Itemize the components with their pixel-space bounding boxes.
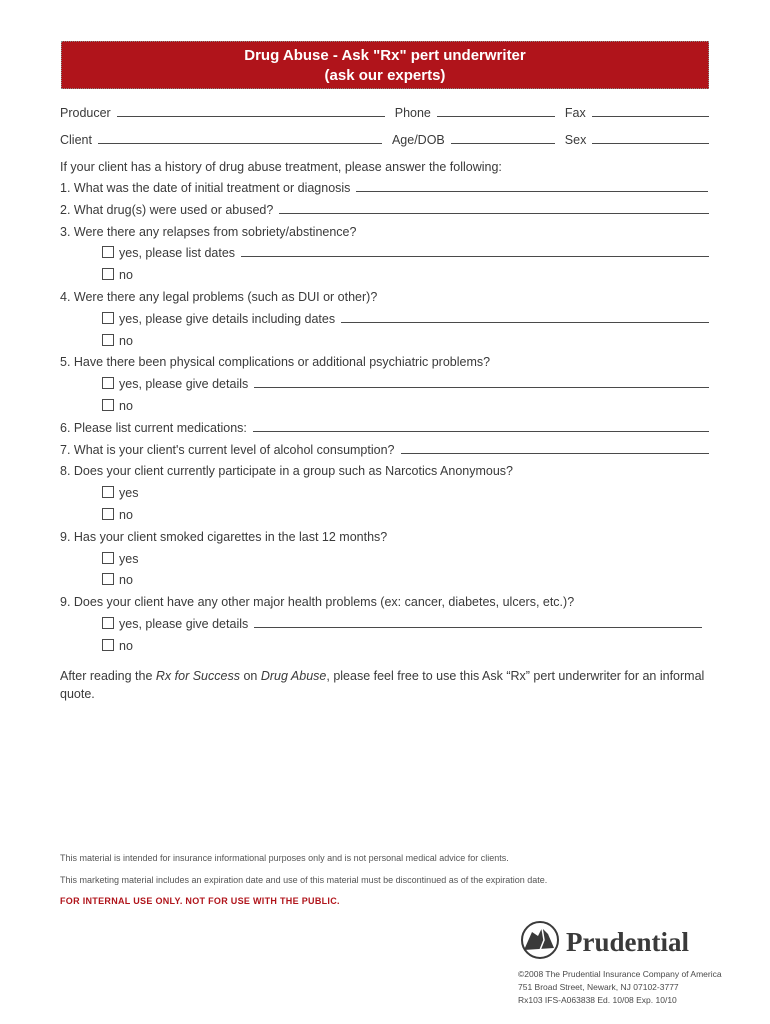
copyright-line: ©2008 The Prudential Insurance Company of America	[518, 969, 722, 979]
internal-use-notice: FOR INTERNAL USE ONLY. NOT FOR USE WITH THE PUBLIC.	[60, 896, 340, 906]
q2-answer-field[interactable]	[279, 213, 709, 214]
sex-field[interactable]	[592, 143, 709, 144]
q5-yes-option: yes, please give details	[102, 375, 709, 391]
disclaimer-1: This material is intended for insurance informational purposes only and is not personal medical advice for clients.	[60, 853, 509, 863]
q5-yes-checkbox[interactable]	[102, 377, 114, 389]
question-6: 6. Please list current medications:	[60, 419, 709, 435]
street-address: 751 Broad Street, Newark, NJ 07102-3777	[518, 982, 679, 992]
q10-no-checkbox[interactable]	[102, 639, 114, 651]
q10-yes-option: yes, please give details	[102, 615, 702, 631]
producer-field[interactable]	[117, 116, 385, 117]
company-address	[518, 968, 722, 1007]
q4-no-option: no	[102, 332, 709, 348]
q8-no-checkbox[interactable]	[102, 508, 114, 520]
q9-no-checkbox[interactable]	[102, 573, 114, 585]
closing-paragraph: After reading the Rx for Success on Drug Abuse, please feel free to use this Ask “Rx” pert underwriter for an informal quote.	[60, 669, 705, 701]
q4-yes-option: yes, please give details including dates	[102, 310, 709, 326]
prudential-logo	[518, 920, 689, 965]
q3-no-checkbox[interactable]	[102, 268, 114, 280]
question-8: 8. Does your client currently participate in a group such as Narcotics Anonymous?	[60, 464, 514, 478]
q10-yes-checkbox[interactable]	[102, 617, 114, 629]
q8-no-option: no	[102, 506, 709, 522]
producer-label: Producer	[60, 106, 111, 120]
rock-icon	[518, 920, 562, 965]
q3-yes-option: yes, please list dates	[102, 244, 709, 260]
client-row	[60, 131, 709, 147]
question-3: 3. Were there any relapses from sobriety/abstinence?	[60, 225, 357, 239]
age-dob-label: Age/DOB	[391, 133, 445, 147]
q3-yes-checkbox[interactable]	[102, 246, 114, 258]
question-10: 9. Does your client have any other major health problems (ex: cancer, diabetes, ulcers, etc.)?	[60, 595, 575, 609]
phone-label: Phone	[394, 106, 431, 120]
q4-yes-checkbox[interactable]	[102, 312, 114, 324]
q1-answer-field[interactable]	[356, 191, 708, 192]
question-1: 1. What was the date of initial treatment or diagnosis	[60, 179, 708, 195]
title-banner	[61, 41, 709, 89]
question-2: 2. What drug(s) were used or abused?	[60, 201, 709, 217]
q10-no-option: no	[102, 637, 709, 653]
form-code: Rx103 IFS-A063838 Ed. 10/08 Exp. 10/10	[518, 995, 677, 1005]
q8-yes-checkbox[interactable]	[102, 486, 114, 498]
q6-answer-field[interactable]	[253, 431, 709, 432]
q9-no-option: no	[102, 571, 709, 587]
phone-field[interactable]	[437, 116, 555, 117]
disclaimer-2: This marketing material includes an expiration date and use of this material must be discontinued as of the expiration date.	[60, 875, 548, 885]
q5-no-checkbox[interactable]	[102, 399, 114, 411]
q9-yes-option: yes	[102, 550, 709, 566]
q8-yes-option: yes	[102, 484, 709, 500]
q3-dates-field[interactable]	[241, 256, 709, 257]
form-title: Drug Abuse - Ask "Rx" pert underwriter	[244, 47, 526, 64]
logo-wordmark: Prudential	[566, 927, 690, 957]
q7-answer-field[interactable]	[401, 453, 710, 454]
q5-no-option: no	[102, 397, 709, 413]
fax-label: Fax	[564, 106, 586, 120]
client-label: Client	[60, 133, 92, 147]
question-4: 4. Were there any legal problems (such as DUI or other)?	[60, 290, 378, 304]
intro-text: If your client has a history of drug abuse treatment, please answer the following:	[60, 160, 502, 174]
q3-no-option: no	[102, 266, 709, 282]
q10-details-field[interactable]	[254, 627, 702, 628]
age-dob-field[interactable]	[451, 143, 555, 144]
question-7: 7. What is your client's current level of alcohol consumption?	[60, 441, 709, 457]
fax-field[interactable]	[592, 116, 709, 117]
form-subtitle: (ask our experts)	[324, 67, 446, 84]
q5-details-field[interactable]	[254, 387, 709, 388]
q4-details-field[interactable]	[341, 322, 709, 323]
client-field[interactable]	[98, 143, 382, 144]
q4-no-checkbox[interactable]	[102, 334, 114, 346]
q9-yes-checkbox[interactable]	[102, 552, 114, 564]
sex-label: Sex	[564, 133, 587, 147]
question-9: 9. Has your client smoked cigarettes in the last 12 months?	[60, 530, 388, 544]
question-5: 5. Have there been physical complications or additional psychiatric problems?	[60, 355, 491, 369]
producer-row	[60, 104, 709, 120]
